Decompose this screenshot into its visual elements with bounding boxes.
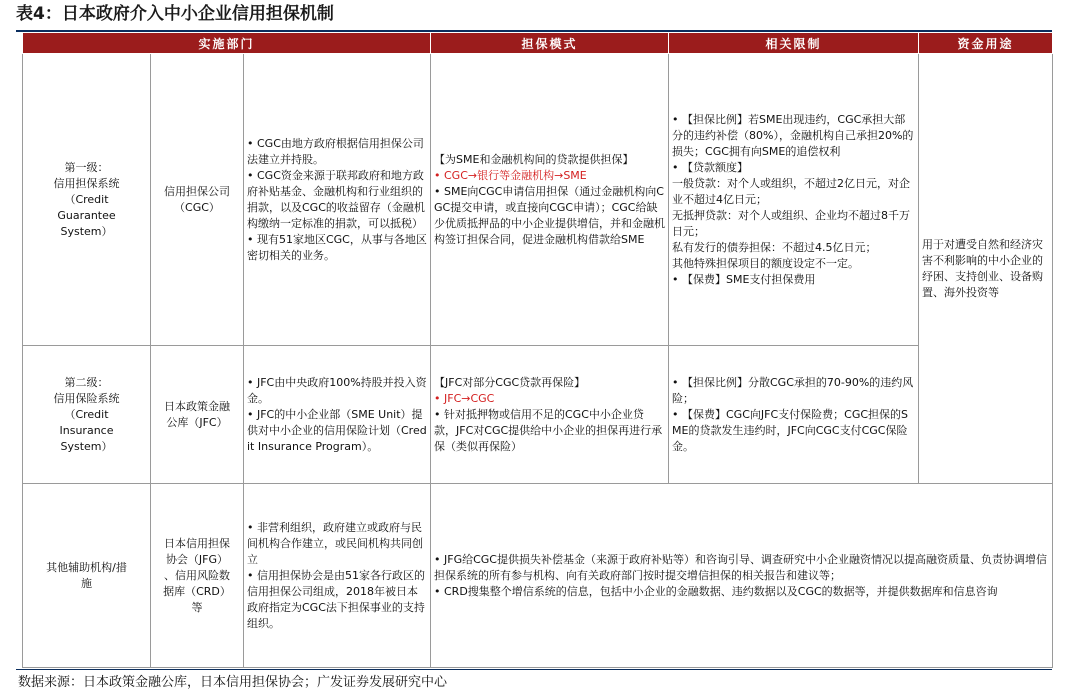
- level-1-line: Guarantee: [57, 208, 116, 222]
- level-1-restriction: • 【贷款额度】: [672, 160, 749, 174]
- level-1-restriction: 无抵押贷款：对个人或组织、企业均不超过8千万日元；: [672, 208, 911, 238]
- other-org-line: 等: [191, 600, 203, 614]
- level-1-detail: • CGC资金来源于联邦政府和地方政府补贴基金、金融机构和行业组织的捐款，以及CGC的收益留存（金融机构缴纳一定标准的捐款，可以抵税）: [247, 168, 425, 230]
- other-description: [431, 484, 1053, 668]
- level-1-org-line: （CGC）: [174, 200, 220, 214]
- other-line: 其他辅助机构/措: [46, 560, 127, 574]
- other-line: 施: [81, 576, 92, 590]
- level-1-org: [151, 54, 244, 346]
- level-2-org: [151, 346, 244, 484]
- level-2-mode-title: 【JFC对部分CGC贷款再保险】: [434, 375, 586, 389]
- level-1-restriction: • 【担保比例】若SME出现违约，CGC承担大部分的违约补偿（80%），金融机构自己承担20%的损失；CGC拥有向SME的追偿权利: [672, 112, 914, 158]
- other-org-line: 、信用风险数: [164, 568, 230, 582]
- other-org-line: 日本信用担保: [164, 536, 230, 550]
- table-title: 表4：日本政府介入中小企业信用担保机制: [16, 4, 334, 24]
- level-2-restrictions: [669, 346, 919, 484]
- table-row-level-1: [23, 54, 1053, 346]
- other-details: [244, 484, 431, 668]
- level-2-mode-desc: • 针对抵押物或信用不足的CGC中小企业贷款，JFC对CGC提供给中小企业的担保再进行承保（类似再保险）: [434, 407, 663, 453]
- level-2-mode: [431, 346, 669, 484]
- level-1-line: System）: [60, 224, 113, 238]
- level-1-restriction: 私有发行的债券担保：不超过4.5亿日元；: [672, 240, 877, 254]
- table-row-other: [23, 484, 1053, 668]
- level-2-restriction: • 【保费】CGC向JFC支付保险费；CGC担保的SME的贷款发生违约时，JFC向CGC支付CGC保险金。: [672, 407, 909, 453]
- other-desc-item: • JFG给CGC提供损失补偿基金（来源于政府补贴等）和咨询引导、调查研究中小企业融资情况以提高融资质量、负责协调增信担保系统的所有参与机构、向有关政府部门按时提交增信担保的相关报告和建议等；: [434, 552, 1047, 582]
- level-2-name: [23, 346, 151, 484]
- other-detail: • 非营利组织，政府建立或政府与民间机构合作建立，或民间机构共同创立: [247, 520, 423, 566]
- level-1-restriction: 其他特殊担保项目的额度设定不一定。: [672, 256, 860, 270]
- level-2-mode-flow: • JFC→CGC: [434, 391, 495, 405]
- header-fund-use: 资金用途: [919, 33, 1053, 54]
- bottom-rule: [16, 669, 1052, 670]
- data-source-note: 数据来源：日本政策金融公库，日本信用担保协会；广发证券发展研究中心: [18, 675, 448, 690]
- level-1-mode: [431, 54, 669, 346]
- header-guarantee-mode: 担保模式: [431, 33, 669, 54]
- level-1-detail: • 现有51家地区CGC，从事与各地区密切相关的业务。: [247, 232, 427, 262]
- table-row-level-2: [23, 346, 1053, 484]
- level-1-mode-desc: • SME向CGC申请信用担保（通过金融机构向CGC提交申请，或直接向CGC申请）；CGC给缺少优质抵押品的中小企业提供增信，并和金融机构签订担保合同，促进金融机构借款给SME: [434, 184, 666, 246]
- fund-use-cell: [919, 54, 1053, 484]
- level-2-line: （Credit: [64, 407, 109, 421]
- level-1-line: 第一级：: [64, 160, 109, 174]
- other-org-line: 据库（CRD）: [163, 584, 231, 598]
- level-1-org-line: 信用担保公司: [164, 184, 230, 198]
- header-row: [23, 33, 1053, 54]
- level-2-line: Insurance: [59, 423, 114, 437]
- fund-use-text: 用于对遭受自然和经济灾害不利影响的中小企业的纾困、支持创业、设备购置、海外投资等: [922, 237, 1044, 299]
- other-name: [23, 484, 151, 668]
- level-1-mode-title: 【为SME和金融机构间的贷款提供担保】: [434, 152, 634, 166]
- level-2-line: 信用保险系统: [53, 391, 120, 405]
- level-2-detail: • JFC由中央政府100%持股并投入资金。: [247, 375, 427, 405]
- other-desc-item: • CRD搜集整个增信系统的信息，包括中小企业的金融数据、违约数据以及CGC的数据等，并提供数据库和信息咨询: [434, 584, 998, 598]
- level-2-details: [244, 346, 431, 484]
- level-1-mode-flow: • CGC→银行等金融机构→SME: [434, 168, 587, 182]
- level-1-details: [244, 54, 431, 346]
- level-1-line: （Credit: [64, 192, 109, 206]
- level-2-line: System）: [60, 439, 113, 453]
- level-1-restriction: 一般贷款：对个人或组织，不超过2亿日元，对企业不超过4亿日元；: [672, 176, 911, 206]
- other-org: [151, 484, 244, 668]
- level-2-line: 第二级：: [64, 375, 109, 389]
- other-detail: • 信用担保协会是由51家各行政区的信用担保公司组成，2018年被日本政府指定为CGC法下担保事业的支持组织。: [247, 568, 425, 630]
- header-restrictions: 相关限制: [669, 33, 919, 54]
- other-org-line: 协会（JFG）: [165, 552, 229, 566]
- level-1-name: [23, 54, 151, 346]
- level-1-restriction: • 【保费】SME支付担保费用: [672, 272, 816, 286]
- level-1-detail: • CGC由地方政府根据信用担保公司法建立并持股。: [247, 136, 424, 166]
- level-2-org-line: 公库（JFC）: [166, 415, 228, 429]
- level-1-restrictions: [669, 54, 919, 346]
- level-2-org-line: 日本政策金融: [164, 399, 230, 413]
- guarantee-mechanism-table: [22, 32, 1053, 668]
- level-2-restriction: • 【担保比例】分散CGC承担的70-90%的违约风险；: [672, 375, 914, 405]
- level-2-detail: • JFC的中小企业部（SME Unit）提供对中小企业的信用保险计划（Credit Insurance Program）。: [247, 407, 427, 453]
- header-implementing-dept: 实施部门: [23, 33, 431, 54]
- level-1-line: 信用担保系统: [53, 176, 120, 190]
